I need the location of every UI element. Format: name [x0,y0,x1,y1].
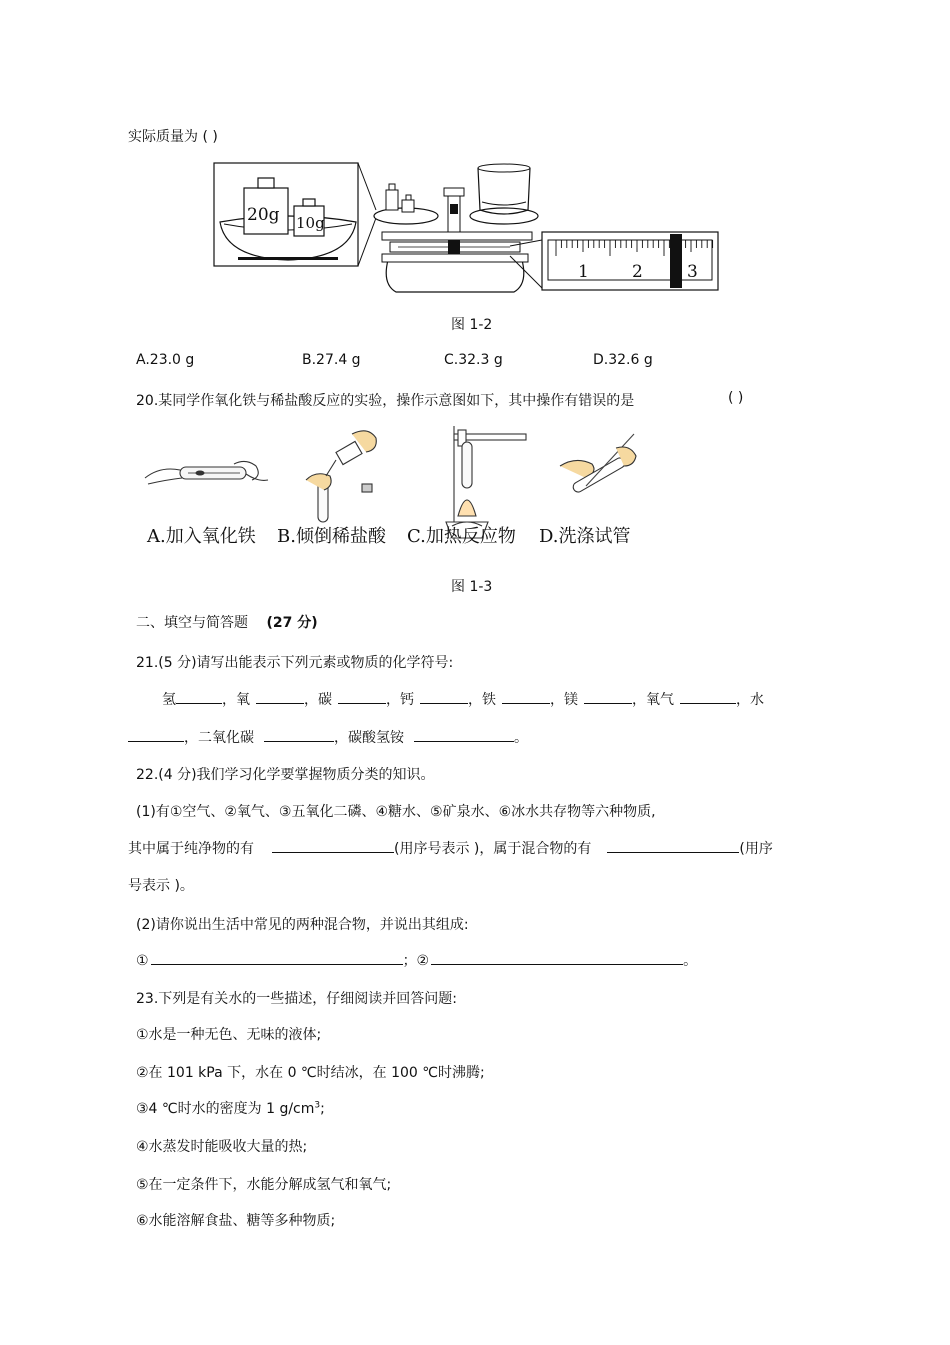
q21-item-o2: ，氧气 [632,692,674,708]
q21-item-water: ，水 [736,692,764,708]
beaker [478,168,530,214]
q23-item-2: ②在 101 kPa 下，水在 0 ℃时结冰，在 100 ℃时沸腾; [136,1065,485,1081]
figure-label-c: C.加热反应物 [407,526,516,547]
q21-blank-h[interactable] [176,689,222,704]
q23-item-6: ⑥水能溶解食盐、糖等多种物质; [136,1213,336,1229]
q22-p2-end: 。 [683,953,698,969]
weight-20g-label: 20g [247,205,280,225]
section-2-title [136,612,318,632]
weight-10g-label: 10g [296,214,325,232]
q23-item-1: ①水是一种无色、无味的液体; [136,1027,322,1043]
scale-label-1: 1 [578,262,589,282]
q21-blank-o[interactable] [256,689,304,704]
q22-pure-label: 其中属于纯净物的有 [128,841,254,857]
q22-p1-line-1: (1)有①空气、②氧气、③五氧化二磷、④糖水、⑤矿泉水、⑥冰水共存物等六种物质, [136,804,656,820]
q22-blank-mixture-2[interactable] [431,950,683,965]
q23-item-4: ④水蒸发时能吸收大量的热; [136,1139,308,1155]
figure-1-3-caption: 图 1-3 [451,579,493,595]
q22-p2-mark-1: ① [136,953,149,969]
figure-label-a: A.加入氧化铁 [147,526,256,547]
q21-item-nh4hco3: ，碳酸氢铵 [334,730,404,746]
q21-item-mg: ，镁 [550,692,578,708]
balance-base [386,260,524,292]
q22-p2-line-1: (2)请你说出生活中常见的两种混合物，并说出其组成: [136,917,469,933]
q22-mixture-label: (用序号表示 )，属于混合物的有 [394,841,592,857]
q22-p2-line-2 [136,950,697,970]
panel-a-illustration [145,461,268,484]
q19-stem-tail: 实际质量为 ( ) [128,129,218,145]
section-2-label: 二、填空与简答题 [136,615,248,631]
q21-item-fe: ，铁 [468,692,496,708]
q21-item-ca: ，钙 [386,692,414,708]
q19-option-d: D.32.6 g [593,352,653,368]
q23-item-3-text: ③4 ℃时水的密度为 1 g/cm [136,1101,315,1117]
q23-item-5: ⑤在一定条件下，水能分解成氢气和氧气; [136,1177,392,1193]
q21-line-2 [128,727,528,747]
q21-stem: 21.(5 分)请写出能表示下列元素或物质的化学符号: [136,655,454,671]
q20-paren: ( ) [728,390,744,406]
scale-label-3: 3 [687,262,698,282]
q21-item-o: ，氧 [222,692,250,708]
q21-blank-nh4hco3[interactable] [414,727,514,742]
q20-stem: 20.某同学作氧化铁与稀盐酸反应的实验，操作示意图如下，其中操作有错误的是 [136,393,635,409]
q21-blank-mg[interactable] [584,689,632,704]
q21-item-c: ，碳 [304,692,332,708]
q22-blank-mixture[interactable] [607,838,739,853]
q19-option-b: B.27.4 g [302,352,361,368]
q21-blank-ca[interactable] [420,689,468,704]
q21-blank-co2[interactable] [264,727,334,742]
q23-item-3-end: ; [320,1101,325,1117]
q19-option-a: A.23.0 g [136,352,195,368]
q22-blank-mixture-1[interactable] [151,950,403,965]
panel-d-illustration [560,434,636,494]
q21-blank-fe[interactable] [502,689,550,704]
q19-option-c: C.32.3 g [444,352,503,368]
figure-balance [210,160,720,300]
q22-p1-line-3: 号表示 )。 [128,878,194,894]
q22-stem: 22.(4 分)我们学习化学要掌握物质分类的知识。 [136,767,435,783]
figure-label-b: B.倾倒稀盐酸 [277,526,386,547]
q22-p2-sep: ；② [402,953,430,969]
rider [670,234,682,288]
q21-line-1 [162,689,764,709]
q21-item-h: 氢 [162,692,176,708]
q23-stem: 23.下列是有关水的一些描述，仔细阅读并回答问题: [136,991,457,1007]
q21-blank-water[interactable] [128,727,184,742]
figure-1-2-caption: 图 1-2 [451,317,493,333]
q21-item-co2: ，二氧化碳 [184,730,254,746]
section-2-score: (27 分) [266,615,318,631]
q21-blank-o2[interactable] [680,689,736,704]
q22-p1-line-2-tail: (用序 [739,841,773,857]
q21-line-2-end: 。 [514,730,528,746]
q23-density-sup: 3 [314,1100,321,1111]
q22-blank-pure[interactable] [272,838,394,853]
q21-blank-c[interactable] [338,689,386,704]
q22-p1-line-2 [128,838,773,858]
q23-item-3 [136,1098,325,1118]
scale-label-2: 2 [632,262,643,282]
figure-label-d: D.洗涤试管 [539,526,631,547]
panel-b-illustration [306,431,376,522]
